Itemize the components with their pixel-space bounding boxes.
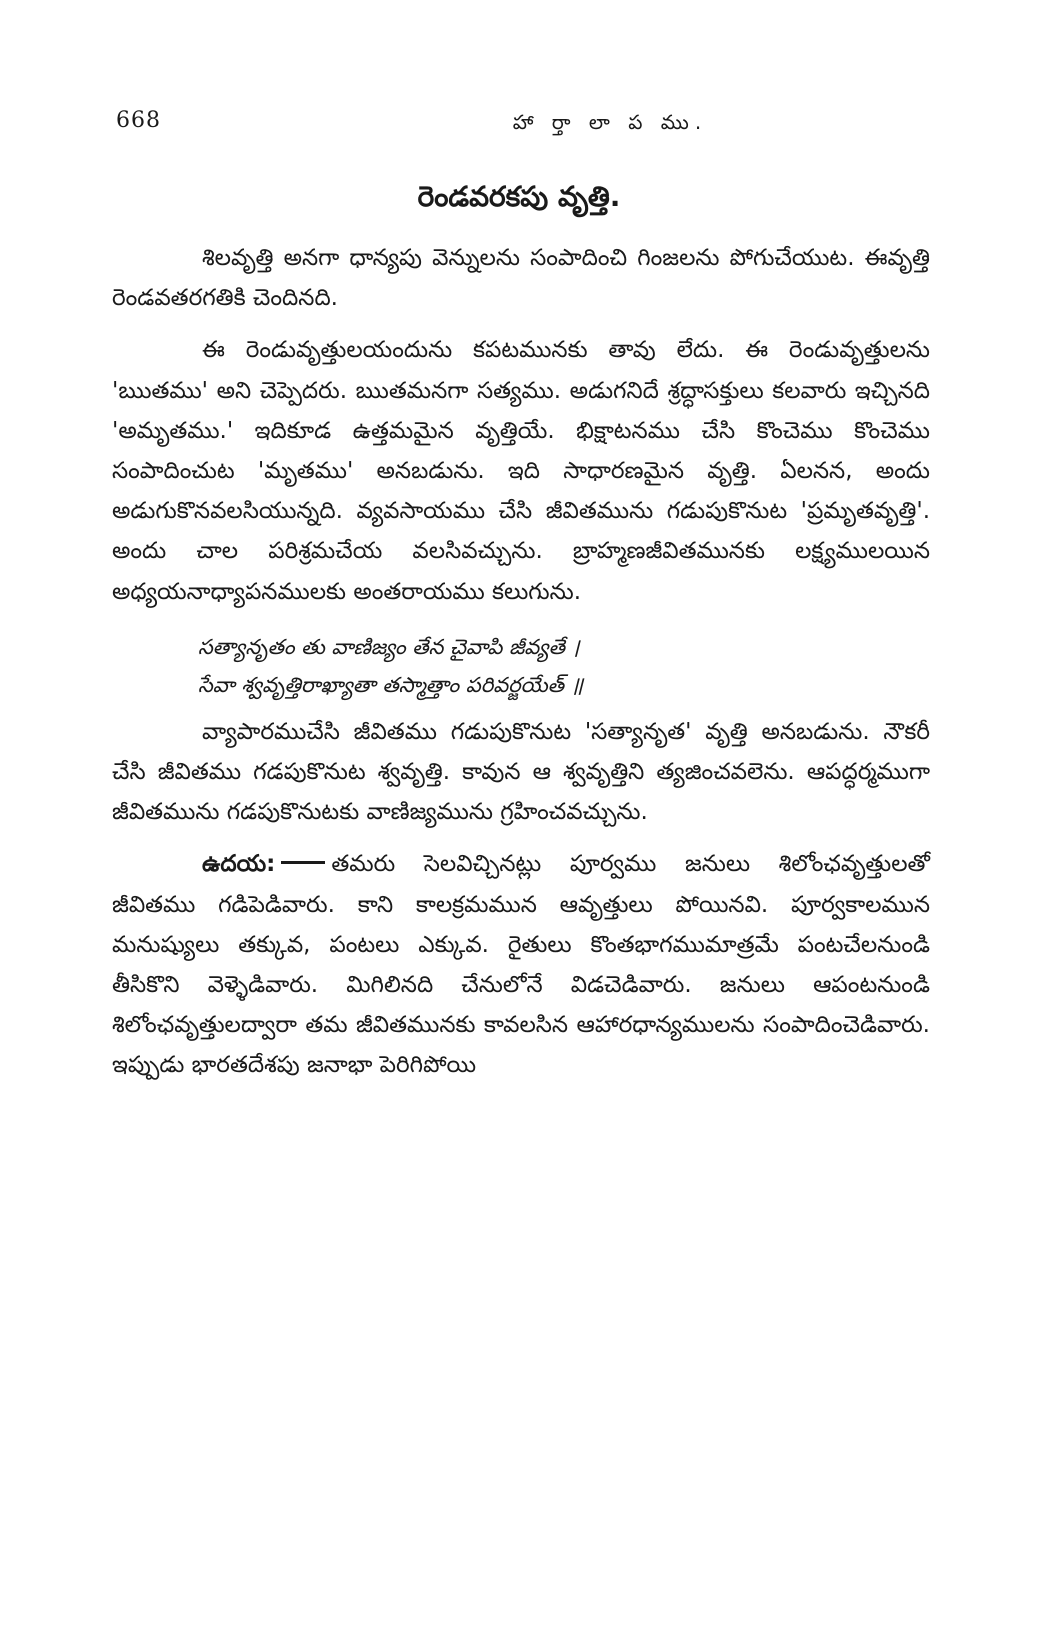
verse-line-2: సేవా శ్వవృత్తిరాఖ్యాతా తస్మాత్తాం పరివర్జయేత్ ॥ — [198, 672, 584, 697]
speaker-name: ఉదయ: — [202, 851, 276, 878]
verse-line-1: సత్యానృతం తు వాణిజ్యం తేన చైవాపి జీవ్యతే । — [198, 634, 580, 659]
body-text — [112, 238, 930, 1086]
paragraph-satyanruta: వ్యాపారముచేసి జీవితము గడుపుకొనుట 'సత్యానృత' వృత్తి అనబడును. నౌకరీ చేసి జీవితము గడపుకొనుట శ్వవృత్తి. కావున ఆ శ్వవృత్తిని త్యజించవలెను. ఆపద్ధర్మముగా జీవితమును గడపుకొనుటకు వాణిజ్యమును గ్రహించవచ్చును. — [112, 718, 930, 826]
paragraph-vritti-types: ఈ రెండువృత్తులయందును కపటమునకు తావు లేదు. ఈ రెండువృత్తులను 'ఋతము' అని చెప్పెదరు. ఋతమనగా సత్యము. అడుగనిదే శ్రద్ధాసక్తులు కలవారు ఇచ్చినది 'అమృతము.' ఇదికూడ ఉత్తమమైన వృత్తియే. భిక్షాటనము చేసి కొంచెము కొంచెము సంపాదించుట 'మృతము' అనబడును. ఇది సాధారణమైన వృత్తి. ఏలనన, అందు అడుగుకొనవలసియున్నది. వ్యవసాయము చేసి జీవితమును గడుపుకొనుట 'ప్రమృతవృత్తి'. అందు చాల పరిశ్రమచేయ వలసివచ్చును. బ్రాహ్మణజీవితమునకు లక్ష్యములయిన అధ్యయనాధ్యాపనములకు అంతరాయము కలుగును. — [112, 337, 930, 605]
paragraph-shila-vritti: శిలవృత్తి అనగా ధాన్యపు వెన్నులను సంపాదించి గింజలను పోగుచేయుట. ఈవృత్తి రెండవతరగతికి చెందినది. — [112, 245, 930, 312]
section-heading: రెండవరకపు వృత్తి. — [417, 180, 621, 213]
page-number: 668 — [116, 108, 161, 133]
dialogue-paragraph — [112, 844, 930, 1085]
em-dash-rule — [281, 861, 325, 864]
sanskrit-verse — [198, 628, 930, 704]
running-header — [110, 108, 930, 148]
dialogue-text: తమరు సెలవిచ్చినట్లు పూర్వము జనులు శిలోంఛవృత్తులతో జీవితము గడిపెడివారు. కాని కాలక్రమమున ఆవృత్తులు పోయినవి. పూర్వకాలమున మనుష్యులు తక్కువ, పంటలు ఎక్కువ. రైతులు కొంతభాగముమాత్రమే పంటచేలనుండి తీసికొని వెళ్ళెడివారు. మిగిలినది చేనులోనే విడచెడివారు. జనులు ఆపంటనుండి శిలోంఛవృత్తులద్వారా తమ జీవితమునకు కావలసిన ఆహారధాన్యములను సంపాదించెడివారు. ఇప్పుడు భారతదేశపు జనాభా పెరిగిపోయి — [112, 851, 930, 1079]
running-title: హా ర్తా లా ప ము. — [512, 110, 708, 134]
